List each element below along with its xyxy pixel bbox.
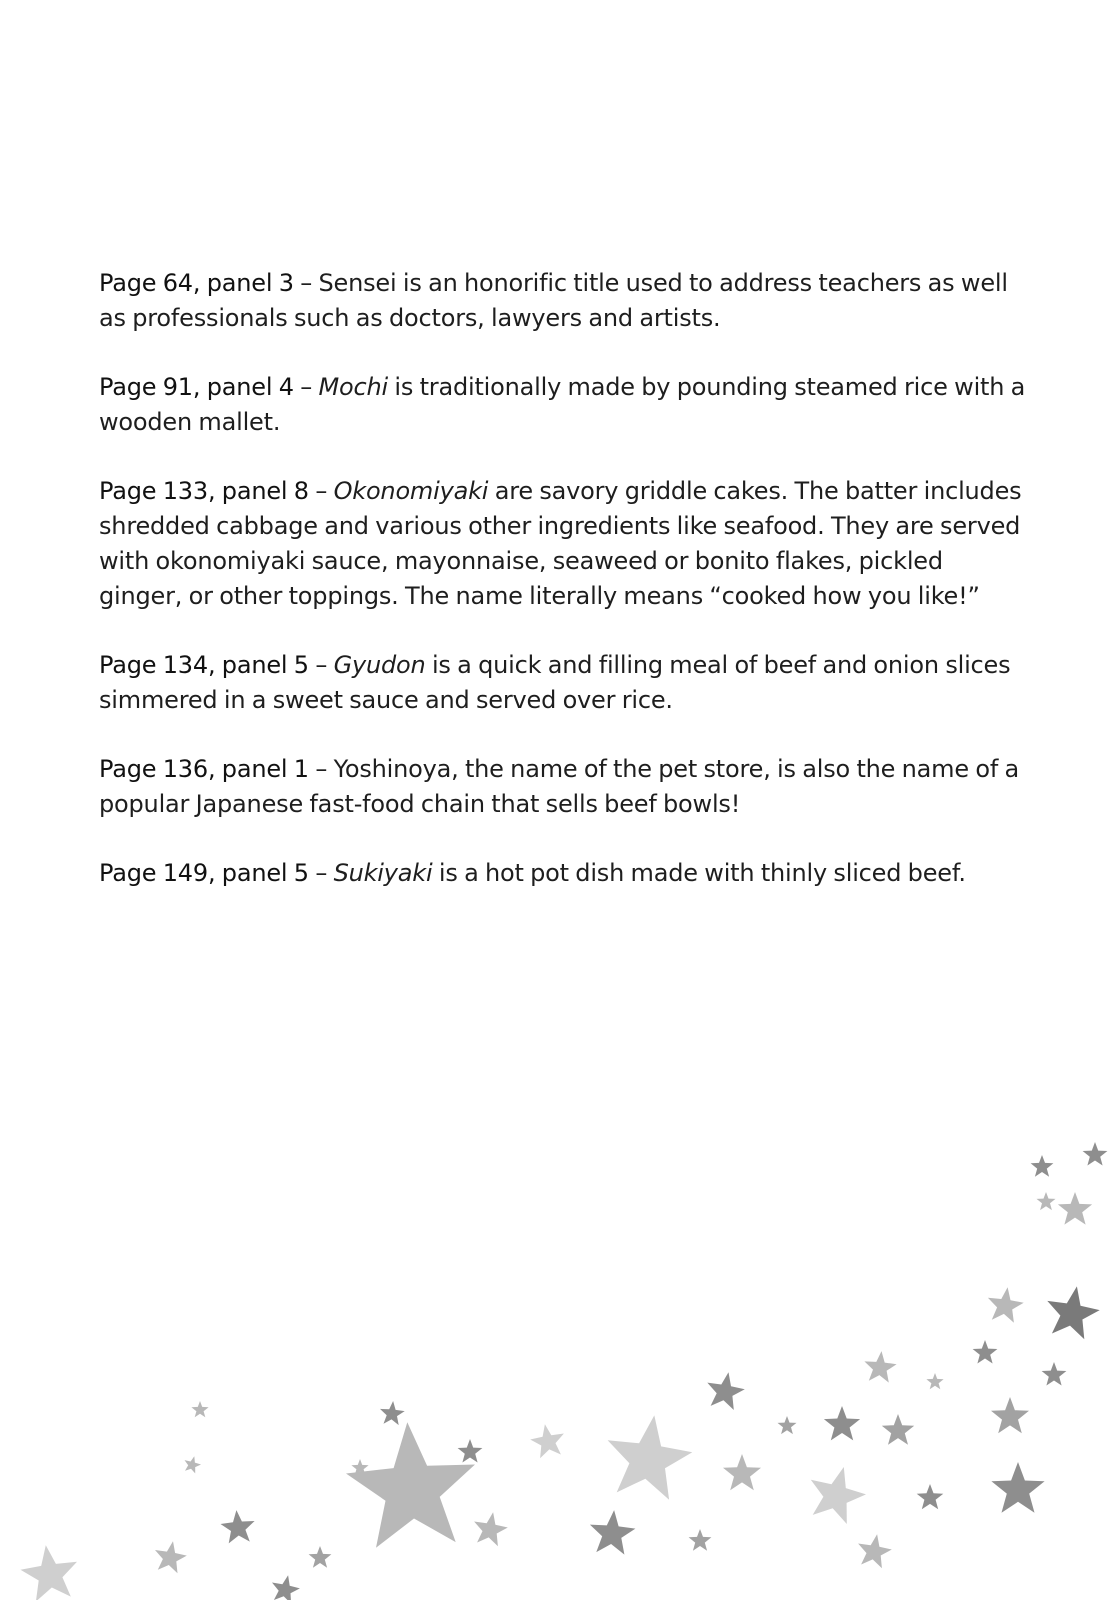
- star-icon: [1042, 1362, 1067, 1386]
- star-icon: [811, 1467, 866, 1524]
- note-reference: Page 64, panel 3: [99, 269, 294, 297]
- note-separator: –: [308, 859, 334, 887]
- star-icon: [991, 1397, 1029, 1433]
- note-text: are savory griddle cakes. The batter includes shredded cabbage and various other ingredients like seafood. They are served with okonomiyaki sauce, mayonnaise, seaweed or bonito flakes, pickled ginger, or other toppings. The name literally means “cooked how you like!”: [99, 477, 1022, 610]
- note-item: [99, 648, 1029, 718]
- note-reference: Page 134, panel 5: [99, 651, 309, 679]
- star-icon: [824, 1406, 860, 1440]
- note-term: Sukiyaki: [333, 859, 433, 887]
- star-icon: [864, 1351, 896, 1383]
- note-item: [99, 856, 1029, 891]
- note-separator: –: [308, 755, 334, 783]
- star-icon: [1058, 1192, 1092, 1225]
- note-text: is a quick and filling meal of beef and onion slices simmered in a sweet sauce and served over rice.: [99, 651, 1011, 714]
- note-item: [99, 474, 1029, 614]
- star-icon: [346, 1422, 475, 1548]
- star-icon: [707, 1372, 745, 1410]
- star-icon: [590, 1510, 636, 1555]
- note-text: is traditionally made by pounding steamed rice with a wooden mallet.: [99, 373, 1026, 436]
- star-icon: [1037, 1192, 1056, 1210]
- star-icon: [1031, 1155, 1054, 1177]
- star-icon: [778, 1416, 797, 1434]
- note-term: Okonomiyaki: [333, 477, 489, 505]
- star-icon: [309, 1546, 332, 1568]
- star-icon: [973, 1340, 998, 1364]
- note-separator: –: [293, 269, 319, 297]
- star-icon: [185, 1456, 202, 1473]
- note-item: [99, 266, 1029, 336]
- star-icon: [351, 1459, 368, 1475]
- star-icon: [191, 1401, 208, 1417]
- star-icon: [917, 1484, 944, 1509]
- star-icon: [723, 1454, 761, 1490]
- star-icon: [530, 1424, 564, 1458]
- star-icon: [858, 1534, 892, 1568]
- note-item: [99, 752, 1029, 822]
- star-icon: [380, 1401, 405, 1425]
- star-icon: [1083, 1142, 1108, 1166]
- star-icon: [221, 1510, 255, 1543]
- star-icon: [926, 1373, 943, 1389]
- note-separator: –: [308, 477, 334, 505]
- star-icon: [458, 1439, 483, 1463]
- note-text: Sensei is an honorific title used to address teachers as well as professionals such as doctors, lawyers and artists.: [99, 269, 1008, 332]
- star-icon: [272, 1575, 300, 1600]
- star-icon: [988, 1287, 1024, 1323]
- note-reference: Page 133, panel 8: [99, 477, 309, 505]
- star-icon: [608, 1415, 693, 1499]
- note-text: Yoshinoya, the name of the pet store, is also the name of a popular Japanese fast-food chain that sells beef bowls!: [99, 755, 1020, 818]
- star-icon: [991, 1462, 1044, 1513]
- star-icon: [21, 1545, 78, 1600]
- note-separator: –: [293, 373, 319, 401]
- star-icon: [689, 1529, 712, 1551]
- star-icon: [474, 1512, 508, 1546]
- star-icon: [882, 1414, 914, 1445]
- note-reference: Page 91, panel 4: [99, 373, 294, 401]
- note-item: [99, 370, 1029, 440]
- note-separator: –: [308, 651, 334, 679]
- note-reference: Page 136, panel 1: [99, 755, 309, 783]
- star-icon: [155, 1541, 187, 1573]
- translation-notes: [99, 266, 1029, 925]
- note-text: is a hot pot dish made with thinly sliced beef.: [432, 859, 966, 887]
- note-term: Gyudon: [333, 651, 426, 679]
- star-icon: [1047, 1286, 1099, 1339]
- note-reference: Page 149, panel 5: [99, 859, 309, 887]
- note-term: Mochi: [318, 373, 388, 401]
